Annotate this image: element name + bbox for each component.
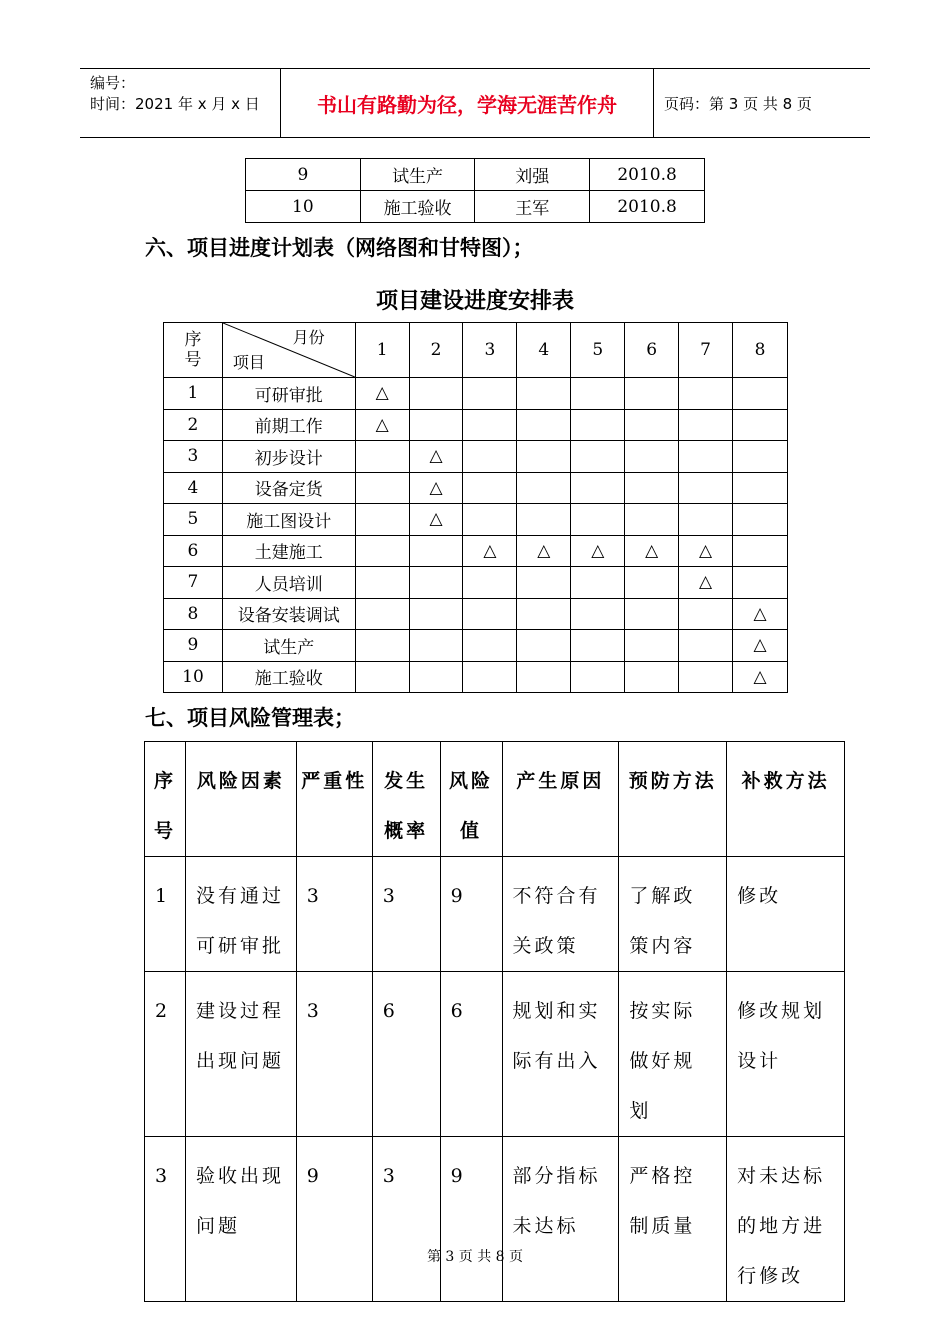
schedule-cell <box>571 630 625 662</box>
header-seq <box>164 323 223 378</box>
triangle-marker: △ <box>537 540 551 561</box>
risk-cell: 部分指标未达标 <box>502 1137 619 1302</box>
row-item: 土建施工 <box>222 535 355 567</box>
risk-header-cell: 补救方法 <box>727 742 845 857</box>
schedule-cell <box>463 535 517 567</box>
schedule-cell <box>355 598 409 630</box>
row-item: 试生产 <box>222 630 355 662</box>
schedule-cell <box>625 630 679 662</box>
risk-cell: 规划和实际有出入 <box>502 972 619 1137</box>
schedule-cell <box>355 378 409 410</box>
row-seq: 6 <box>164 535 223 567</box>
row-seq: 5 <box>164 504 223 536</box>
schedule-row <box>164 378 788 410</box>
row-seq: 8 <box>164 598 223 630</box>
section-7-title: 七、项目风险管理表； <box>145 706 355 730</box>
schedule-cell <box>517 441 571 473</box>
table-row <box>246 191 705 223</box>
schedule-cell <box>409 535 463 567</box>
schedule-cell <box>463 567 517 599</box>
schedule-cell <box>571 567 625 599</box>
row-item: 可研审批 <box>222 378 355 410</box>
risk-row <box>145 972 845 1137</box>
schedule-cell <box>571 472 625 504</box>
schedule-cell <box>733 661 788 693</box>
risk-cell: 1 <box>145 857 186 972</box>
risk-row <box>145 1137 845 1302</box>
triangle-marker: △ <box>375 414 389 435</box>
risk-header-cell: 发生概率 <box>372 742 440 857</box>
schedule-cell <box>679 409 733 441</box>
risk-cell: 修改 <box>727 857 845 972</box>
risk-cell: 按实际做好规划 <box>619 972 727 1137</box>
row-seq: 7 <box>164 567 223 599</box>
schedule-cell <box>409 630 463 662</box>
schedule-cell <box>733 441 788 473</box>
schedule-row <box>164 504 788 536</box>
schedule-cell <box>733 472 788 504</box>
risk-cell: 3 <box>372 857 440 972</box>
triangle-marker: △ <box>645 540 659 561</box>
triangle-marker: △ <box>699 540 713 561</box>
row-item: 施工验收 <box>222 661 355 693</box>
schedule-row <box>164 598 788 630</box>
schedule-cell <box>625 661 679 693</box>
schedule-cell <box>517 535 571 567</box>
schedule-cell <box>409 598 463 630</box>
schedule-cell <box>625 409 679 441</box>
month-header: 2 <box>409 323 463 378</box>
schedule-cell <box>409 661 463 693</box>
month-header: 5 <box>571 323 625 378</box>
schedule-cell <box>733 378 788 410</box>
risk-cell: 严格控制质量 <box>619 1137 727 1302</box>
triangle-marker: △ <box>483 540 497 561</box>
schedule-cell <box>625 504 679 536</box>
schedule-cell <box>517 598 571 630</box>
table-cell: 10 <box>246 191 361 223</box>
schedule-cell <box>517 409 571 441</box>
risk-cell: 9 <box>440 1137 502 1302</box>
header-motto: 书山有路勤为径，学海无涯苦作舟 <box>281 69 654 137</box>
schedule-cell <box>355 630 409 662</box>
month-header: 1 <box>355 323 409 378</box>
risk-header-cell: 产生原因 <box>502 742 619 857</box>
risk-cell: 了解政策内容 <box>619 857 727 972</box>
schedule-cell <box>733 535 788 567</box>
risk-cell: 验收出现问题 <box>185 1137 296 1302</box>
schedule-cell <box>355 535 409 567</box>
header-page-info: 页码：第 3 页 共 8 页 <box>664 94 812 113</box>
triangle-marker: △ <box>375 383 389 404</box>
schedule-cell <box>733 598 788 630</box>
table-cell: 试生产 <box>360 159 475 191</box>
header-meta <box>80 69 281 137</box>
risk-header-cell: 序号 <box>145 742 186 857</box>
table-cell: 2010.8 <box>590 191 705 223</box>
schedule-cell <box>463 661 517 693</box>
schedule-cell <box>625 441 679 473</box>
month-header: 3 <box>463 323 517 378</box>
month-header: 8 <box>733 323 788 378</box>
triangle-marker: △ <box>699 572 713 593</box>
schedule-cell <box>409 441 463 473</box>
schedule-cell <box>355 567 409 599</box>
schedule-cell <box>679 661 733 693</box>
row-item: 前期工作 <box>222 409 355 441</box>
risk-cell: 6 <box>372 972 440 1137</box>
month-header: 7 <box>679 323 733 378</box>
table-row <box>246 159 705 191</box>
risk-cell: 对未达标的地方进行修改 <box>727 1137 845 1302</box>
risk-cell: 修改规划设计 <box>727 972 845 1137</box>
page-footer: 第 3 页 共 8 页 <box>426 1249 524 1265</box>
schedule-table <box>163 322 788 693</box>
risk-cell: 不符合有关政策 <box>502 857 619 972</box>
schedule-cell <box>463 441 517 473</box>
schedule-cell <box>733 409 788 441</box>
schedule-cell <box>355 472 409 504</box>
risk-header-cell: 严重性 <box>296 742 372 857</box>
page-header <box>80 68 870 138</box>
schedule-cell <box>463 504 517 536</box>
triangle-marker: △ <box>429 446 443 467</box>
schedule-cell <box>409 504 463 536</box>
triangle-marker: △ <box>591 540 605 561</box>
month-header: 6 <box>625 323 679 378</box>
table-cell: 2010.8 <box>590 159 705 191</box>
row-seq: 10 <box>164 661 223 693</box>
schedule-cell <box>463 378 517 410</box>
header-seq-label: 序号 <box>184 330 202 370</box>
row-item: 设备定货 <box>222 472 355 504</box>
schedule-cell <box>463 472 517 504</box>
risk-cell: 3 <box>296 972 372 1137</box>
risk-header-cell: 风险值 <box>440 742 502 857</box>
schedule-cell <box>355 504 409 536</box>
schedule-cell <box>409 378 463 410</box>
schedule-cell <box>571 598 625 630</box>
schedule-caption: 项目建设进度安排表 <box>375 289 574 314</box>
schedule-cell <box>355 661 409 693</box>
schedule-cell <box>571 441 625 473</box>
schedule-cell <box>409 409 463 441</box>
personnel-table <box>245 158 705 223</box>
schedule-cell <box>571 535 625 567</box>
schedule-row <box>164 535 788 567</box>
schedule-cell <box>463 630 517 662</box>
schedule-cell <box>463 409 517 441</box>
schedule-cell <box>517 378 571 410</box>
schedule-cell <box>517 567 571 599</box>
schedule-cell <box>733 630 788 662</box>
risk-cell: 6 <box>440 972 502 1137</box>
schedule-cell <box>409 567 463 599</box>
table-cell: 施工验收 <box>360 191 475 223</box>
schedule-row <box>164 472 788 504</box>
schedule-cell <box>625 567 679 599</box>
schedule-cell <box>679 535 733 567</box>
schedule-cell <box>571 409 625 441</box>
schedule-cell <box>679 472 733 504</box>
schedule-cell <box>463 598 517 630</box>
row-seq: 4 <box>164 472 223 504</box>
schedule-cell <box>679 441 733 473</box>
risk-header-row <box>145 742 845 857</box>
table-cell: 刘强 <box>475 159 590 191</box>
risk-cell: 3 <box>296 857 372 972</box>
schedule-cell <box>517 630 571 662</box>
risk-row <box>145 857 845 972</box>
schedule-cell <box>679 567 733 599</box>
schedule-cell <box>679 378 733 410</box>
schedule-row <box>164 441 788 473</box>
schedule-cell <box>679 630 733 662</box>
schedule-cell <box>517 472 571 504</box>
schedule-cell <box>679 598 733 630</box>
risk-header-cell: 风险因素 <box>185 742 296 857</box>
schedule-cell <box>571 378 625 410</box>
schedule-cell <box>517 504 571 536</box>
risk-cell: 3 <box>372 1137 440 1302</box>
risk-cell: 9 <box>296 1137 372 1302</box>
triangle-marker: △ <box>753 666 767 687</box>
schedule-cell <box>733 567 788 599</box>
risk-header-cell: 预防方法 <box>619 742 727 857</box>
section-6-title: 六、项目进度计划表（网络图和甘特图）； <box>145 236 534 260</box>
schedule-cell <box>733 504 788 536</box>
triangle-marker: △ <box>429 477 443 498</box>
schedule-cell <box>625 378 679 410</box>
schedule-cell <box>355 441 409 473</box>
triangle-marker: △ <box>753 635 767 656</box>
table-cell: 9 <box>246 159 361 191</box>
risk-cell: 3 <box>145 1137 186 1302</box>
row-item: 人员培训 <box>222 567 355 599</box>
risk-cell: 2 <box>145 972 186 1137</box>
document-time: 时间：2021 年 x 月 x 日 <box>90 95 260 113</box>
header-item-label: 项目 <box>232 353 265 372</box>
schedule-cell <box>571 504 625 536</box>
row-seq: 2 <box>164 409 223 441</box>
schedule-row <box>164 661 788 693</box>
header-diagonal <box>222 323 355 378</box>
row-item: 设备安装调试 <box>222 598 355 630</box>
table-cell: 王军 <box>475 191 590 223</box>
schedule-cell <box>355 409 409 441</box>
row-seq: 3 <box>164 441 223 473</box>
risk-cell: 9 <box>440 857 502 972</box>
row-seq: 1 <box>164 378 223 410</box>
schedule-cell <box>625 598 679 630</box>
row-seq: 9 <box>164 630 223 662</box>
triangle-marker: △ <box>429 509 443 530</box>
header-month-label: 月份 <box>292 328 325 347</box>
risk-cell: 没有通过可研审批 <box>185 857 296 972</box>
schedule-row <box>164 630 788 662</box>
document-number: 编号： <box>90 74 136 92</box>
schedule-cell <box>409 472 463 504</box>
schedule-cell <box>625 535 679 567</box>
row-item: 初步设计 <box>222 441 355 473</box>
row-item: 施工图设计 <box>222 504 355 536</box>
schedule-cell <box>625 472 679 504</box>
schedule-row <box>164 567 788 599</box>
risk-table <box>144 741 845 1302</box>
schedule-cell <box>517 661 571 693</box>
month-header: 4 <box>517 323 571 378</box>
schedule-cell <box>679 504 733 536</box>
risk-cell: 建设过程出现问题 <box>185 972 296 1137</box>
schedule-row <box>164 409 788 441</box>
schedule-cell <box>571 661 625 693</box>
triangle-marker: △ <box>753 603 767 624</box>
